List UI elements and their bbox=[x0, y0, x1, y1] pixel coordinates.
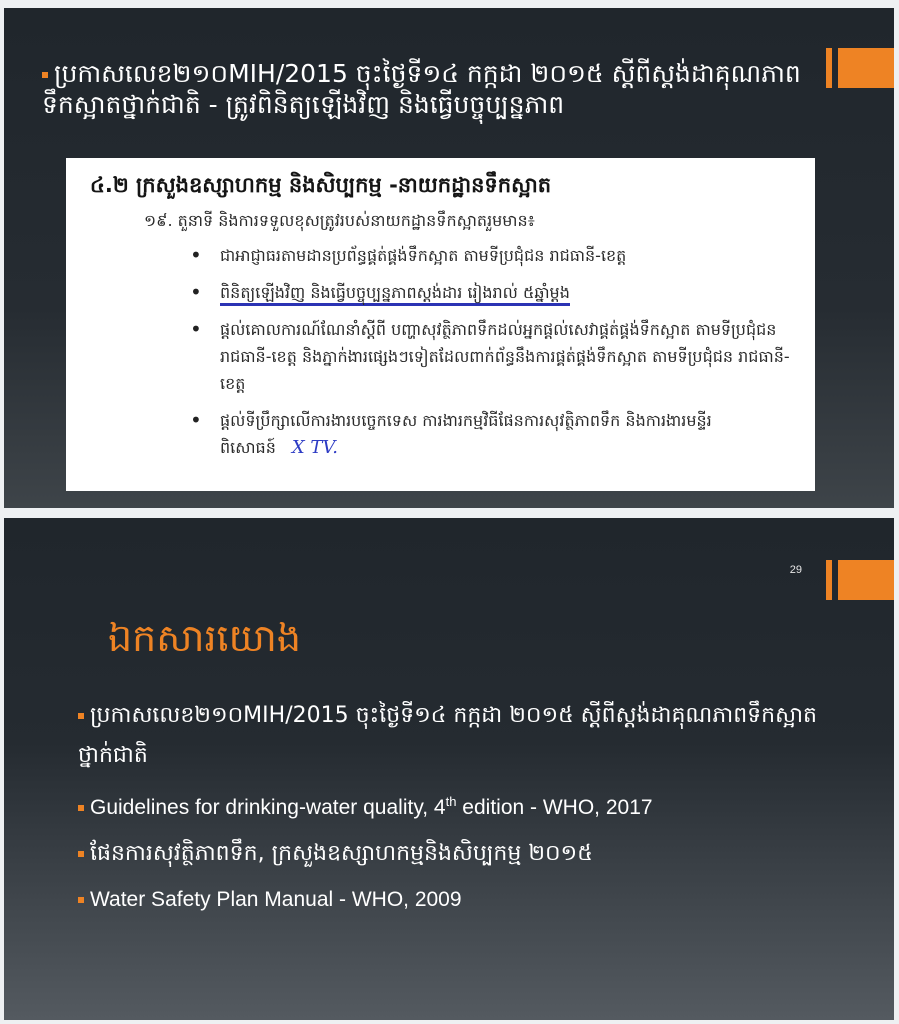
panel-bullet-text: ជាអាជ្ញាធរតាមដានប្រព័ន្ធផ្គត់ផ្គង់ទឹកស្អាត តាមទីប្រជុំជន រាជធានី-ខេត្ត bbox=[220, 246, 627, 265]
reference-text-tail: edition - WHO, 2017 bbox=[456, 796, 653, 819]
bullet-square-icon bbox=[78, 897, 84, 903]
panel-bullet bbox=[190, 242, 790, 269]
accent-bar bbox=[838, 560, 894, 600]
panel-bullet bbox=[190, 279, 790, 306]
reference-superscript: th bbox=[445, 794, 457, 809]
reference-item bbox=[78, 782, 838, 828]
panel-bullet-text: ផ្តល់គោលការណ៍ណែនាំស្តីពី បញ្ហាសុវត្ថិភាពទឹកដល់អ្នកផ្តល់សេវាផ្គត់ផ្គង់ទឹកស្អាត តាមទីប្រជុំជន រាជធានី-ខេត្ត និងភ្នាក់ងារផ្សេងៗទៀតដែលពាក់ព័ន្ធនឹងការផ្គត់ផ្គង់ទឹកស្អាត តាមទីប្រជុំជន រាជធានី-ខេត្ត bbox=[220, 320, 790, 393]
reference-text: ផែនការសុវត្ថិភាពទឹក, ក្រសួងឧស្សាហកម្មនិងសិប្បកម្ម ២០១៥ bbox=[90, 841, 593, 866]
accent-bar bbox=[838, 48, 894, 88]
reference-item bbox=[78, 696, 838, 776]
reference-item bbox=[78, 880, 838, 920]
panel-bullet-list bbox=[190, 242, 790, 471]
panel-heading: ៤.២ ក្រសួងឧស្សាហកម្ម និងសិប្បកម្ម -នាយកដ្ឋានទឹកស្អាត bbox=[90, 173, 552, 197]
accent-bar-thin bbox=[826, 560, 832, 600]
panel-subheading: ១៩. តួនាទី និងការទទួលខុសត្រូវរបស់នាយកដ្ឋានទឹកស្អាតរួមមាន៖ bbox=[144, 211, 535, 230]
panel-bullet bbox=[190, 407, 790, 461]
slide-2-title: ឯកសារយោង bbox=[108, 616, 301, 660]
accent-bar-thin bbox=[826, 48, 832, 88]
bullet-square-icon bbox=[78, 713, 84, 719]
reference-list bbox=[78, 696, 838, 926]
handwritten-note: X TV. bbox=[291, 437, 338, 458]
page-number: 29 bbox=[789, 564, 802, 576]
bullet-square-icon bbox=[42, 72, 48, 78]
bullet-square-icon bbox=[78, 805, 84, 811]
reference-text: ប្រកាសលេខ២១០MIH/2015 ចុះថ្ងៃទី១៤ កក្កដា ២០១៥ ស្តីពីស្តង់ដាគុណភាពទឹកស្អាតថ្នាក់ជាតិ bbox=[78, 703, 817, 768]
reference-text: Water Safety Plan Manual - WHO, 2009 bbox=[90, 888, 462, 911]
panel-bullet-text: ផ្តល់ទីប្រឹក្សាលើការងារបច្ចេកទេស ការងារកម្មវិធីផែនការសុវត្ថិភាពទឹក និងការងារមន្ទីរពិសោធន៍ bbox=[220, 411, 712, 457]
slide-1-title-text: ប្រកាសលេខ២១០MIH/2015 ចុះថ្ងៃទី១៤ កក្កដា ២០១៥ ស្តីពីស្តង់ដាគុណភាពទឹកស្អាតថ្នាក់ជាតិ - ត្រូវពិនិត្យឡើងវិញ និងធ្វើបច្ចុប្បន្នភាព bbox=[42, 59, 801, 119]
reference-text: Guidelines for drinking-water quality, 4 bbox=[90, 796, 446, 819]
panel-bullet-text-underlined: ពិនិត្យឡើងវិញ និងធ្វើបច្ចុប្បន្នភាពស្តង់ដារ រៀងរាល់ ៥ឆ្នាំម្តង bbox=[220, 283, 570, 306]
screenshot-panel bbox=[66, 158, 815, 491]
panel-bullet bbox=[190, 316, 790, 397]
slide-2 bbox=[4, 518, 894, 1020]
slide-1-title bbox=[42, 58, 802, 120]
bullet-square-icon bbox=[78, 851, 84, 857]
slide-1 bbox=[4, 8, 894, 508]
reference-item bbox=[78, 834, 838, 874]
